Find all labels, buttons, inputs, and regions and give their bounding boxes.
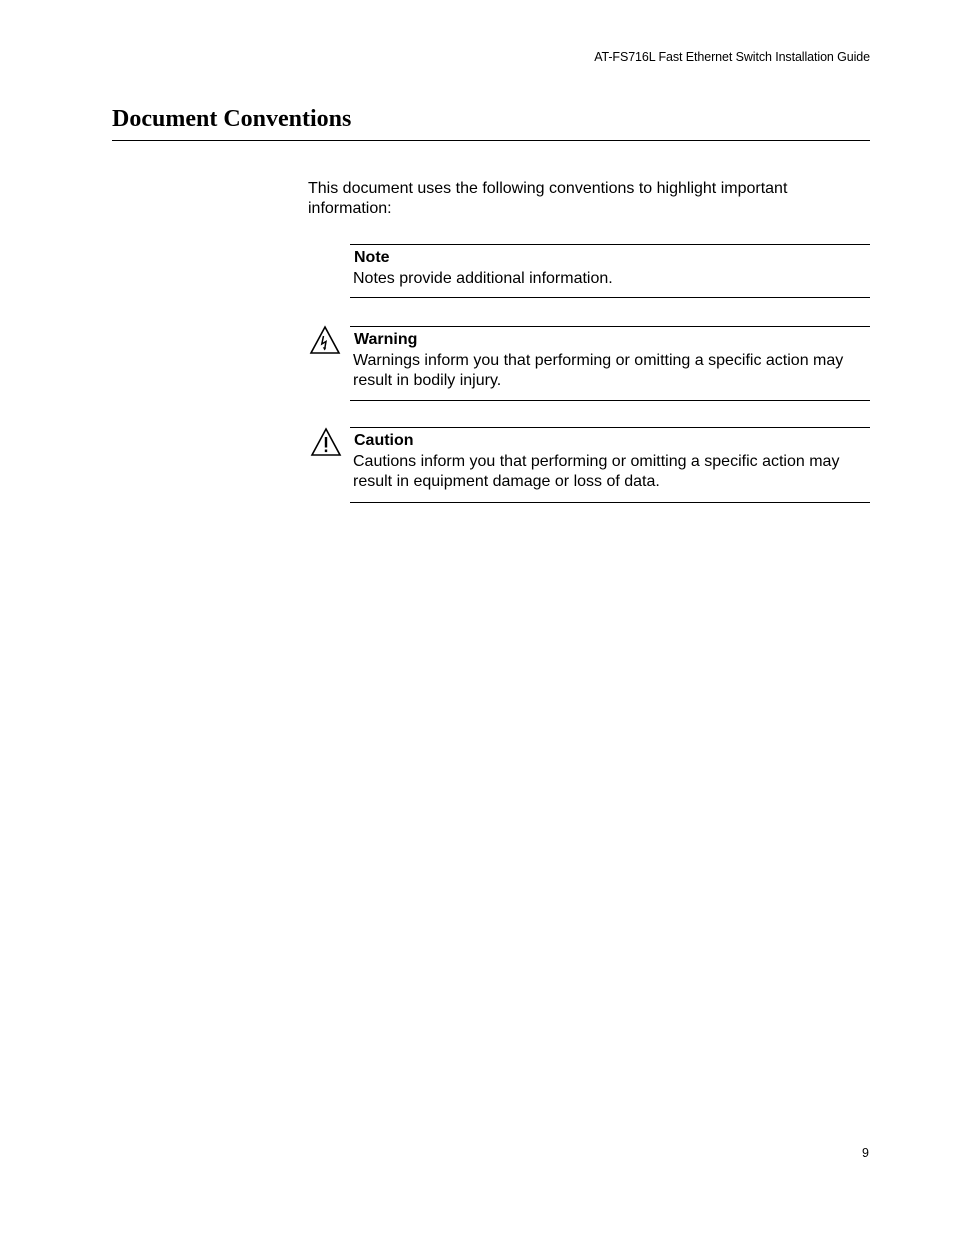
title-rule	[112, 140, 870, 141]
note-title: Note	[354, 249, 390, 266]
warning-box	[350, 326, 870, 401]
section-title: Document Conventions	[112, 106, 352, 132]
electric-shock-warning-icon	[309, 325, 341, 355]
caution-body: Cautions inform you that performing or omitting a specific action may result in equipment damage or loss of data.	[353, 453, 840, 490]
page-number: 9	[862, 1146, 869, 1160]
running-header: AT-FS716L Fast Ethernet Switch Installation Guide	[594, 50, 870, 64]
caution-box	[350, 427, 870, 503]
warning-title: Warning	[354, 331, 418, 348]
exclamation-caution-icon	[310, 427, 342, 457]
intro-paragraph: This document uses the following conventions to highlight important information:	[308, 180, 788, 217]
caution-title: Caution	[354, 432, 414, 449]
warning-body: Warnings inform you that performing or omitting a specific action may result in bodily injury.	[353, 352, 844, 389]
note-body: Notes provide additional information.	[353, 270, 613, 287]
note-box	[350, 244, 870, 298]
